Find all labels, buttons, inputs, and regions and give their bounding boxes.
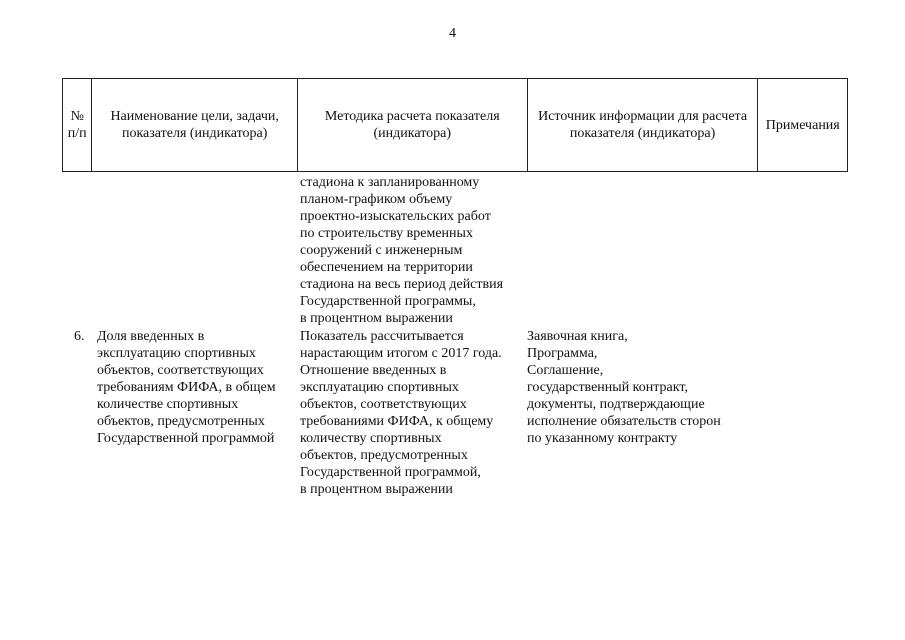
text-line: по строительству временных xyxy=(300,226,473,241)
text-line: Программа, xyxy=(527,346,598,361)
text-line: объектов, соответствующих xyxy=(300,397,467,412)
text-line: по указанному контракту xyxy=(527,431,678,446)
indicator-name xyxy=(97,328,276,447)
table-header xyxy=(62,78,848,172)
row-number: 6. xyxy=(74,329,85,344)
text-line: стадиона на весь период действия xyxy=(300,277,504,292)
text-line: требованиям ФИФА, в общем xyxy=(97,380,276,395)
text-line: количеству спортивных xyxy=(300,431,442,446)
header-source: Источник информации для расчета показателя (индикатора) xyxy=(527,79,758,172)
continued-method-text xyxy=(300,174,503,327)
text-line: планом-графиком объему xyxy=(300,192,453,207)
text-line: количестве спортивных xyxy=(97,397,239,412)
text-line: стадиона к запланированному xyxy=(300,175,480,190)
text-line: документы, подтверждающие xyxy=(527,397,705,412)
text-line: эксплуатацию спортивных xyxy=(97,346,256,361)
calculation-method xyxy=(300,328,502,498)
text-line: объектов, предусмотренных xyxy=(300,448,468,463)
text-line: Государственной программы, xyxy=(300,294,476,309)
text-line: Отношение введенных в xyxy=(300,363,447,378)
text-line: нарастающим итогом с 2017 года. xyxy=(300,346,502,361)
text-line: Государственной программой xyxy=(97,431,275,446)
header-num: № п/п xyxy=(63,79,92,172)
text-line: объектов, предусмотренных xyxy=(97,414,265,429)
text-line: объектов, соответствующих xyxy=(97,363,264,378)
text-line: эксплуатацию спортивных xyxy=(300,380,459,395)
text-line: Доля введенных в xyxy=(97,329,205,344)
information-source xyxy=(527,328,721,447)
text-line: обеспечением на территории xyxy=(300,260,473,275)
text-line: исполнение обязательств сторон xyxy=(527,414,721,429)
header-notes: Примечания xyxy=(758,79,848,172)
text-line: Соглашение, xyxy=(527,363,604,378)
text-line: требованиями ФИФА, к общему xyxy=(300,414,494,429)
text-line: Заявочная книга, xyxy=(527,329,628,344)
text-line: Государственной программой, xyxy=(300,465,481,480)
header-name: Наименование цели, задачи, показателя (индикатора) xyxy=(92,79,297,172)
text-line: в процентном выражении xyxy=(300,482,453,497)
page-number: 4 xyxy=(449,26,456,41)
text-line: проектно-изыскательских работ xyxy=(300,209,491,224)
text-line: государственный контракт, xyxy=(527,380,688,395)
text-line: сооружений с инженерным xyxy=(300,243,463,258)
text-line: в процентном выражении xyxy=(300,311,453,326)
header-method: Методика расчета показателя (индикатора) xyxy=(297,79,527,172)
text-line: Показатель рассчитывается xyxy=(300,329,464,344)
